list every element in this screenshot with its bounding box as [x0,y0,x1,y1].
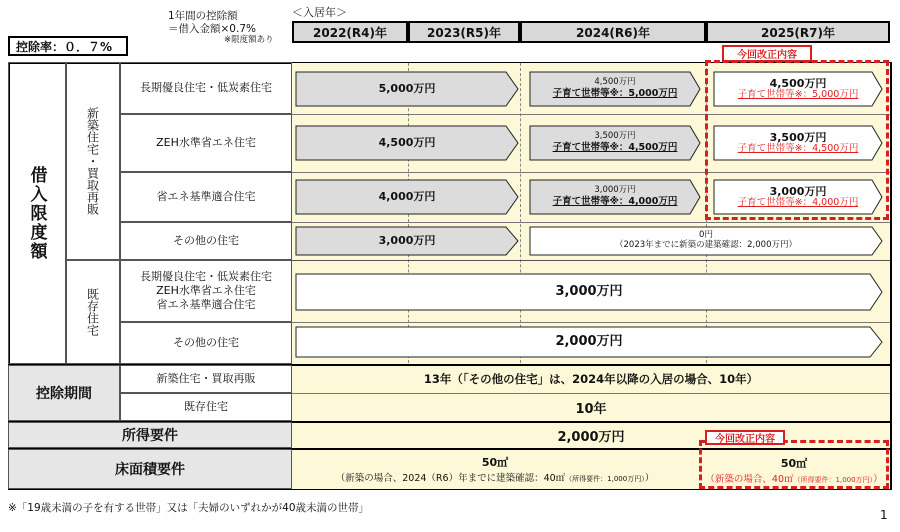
page-number: 1 [880,508,888,522]
row-divider [292,260,890,261]
period-existing-type: 既存住宅 [184,400,228,414]
limit-value: 3,000万円 [378,233,436,247]
period-existing-value: 10年 [575,401,607,417]
year-header-2022: 2022(R4)年 [292,21,408,43]
limit-value: 3,000万円 [555,283,623,299]
limit-sub: 子育て世帯等※：4,500万円 [737,143,859,155]
limit-sub: （2023年までに新築の建築確認：2,000万円） [615,240,797,250]
limit-sub: 子育て世帯等※：4,500万円 [552,141,678,153]
floor-note-small: （所得要件：1,000万円） [565,475,645,483]
income-label: 所得要件 [122,428,178,444]
limit-top: 3,000万円 [594,185,636,196]
income-value: 2,000万円 [557,429,625,445]
period-new-type: 新築住宅・買取再販 [156,372,256,386]
floor-value [292,449,698,489]
type-existing-other: その他の住宅 [173,336,239,350]
type-other-new: その他の住宅 [173,234,239,248]
year-header-2025: 2025(R7)年 [706,21,890,43]
new-house-label: 新築住宅・買取再販 [85,107,100,215]
limit-arrow-2022-2023 [296,72,518,106]
limit-arrow-2022-2023 [296,180,518,214]
deduction-rate-box [8,36,128,56]
type-existing-certified [120,260,292,322]
limit-sub: 子育て世帯等※：5,000万円 [552,87,678,99]
type-line: ZEH水準省エネ住宅 [156,284,256,298]
limit-top: 3,000万円 [769,184,827,198]
limit-sub: 子育て世帯等※：4,000万円 [737,197,859,209]
type-line: 長期優良住宅・低炭素住宅 [140,270,272,284]
limit-top: 4,500万円 [769,76,827,90]
limit-value: 2,000万円 [555,333,623,349]
limit-sub: 子育て世帯等※：5,000万円 [737,89,859,101]
limit-top: 3,500万円 [594,131,636,142]
limit-arrow-existing-certified [296,274,882,310]
limit-arrow-2024 [530,180,700,214]
type-long-term: 長期優良住宅・低炭素住宅 [140,81,272,95]
limit-value: 5,000万円 [378,81,436,95]
year-divider [520,63,521,363]
floor-note-r7: （新築の場合、40㎡ [705,474,794,485]
limit-value [530,180,700,214]
note-line-2: ＝借入金額×0.7% [168,22,256,35]
existing-house-label: 既存住宅 [85,288,100,336]
note-line-3: ※限度額あり [224,35,274,46]
limit-arrow-zero [530,227,882,255]
limit-section-label: 借入限度額 [26,165,47,261]
row-divider [292,322,890,323]
type-energy-standard: 省エネ基準適合住宅 [156,190,256,204]
limit-value: 4,500万円 [378,135,436,149]
period-new-value: 13年（「その他の住宅」は、2024年以降の入居の場合、10年） [423,372,759,386]
limit-value [530,227,882,255]
period-label: 控除期間 [36,386,92,402]
year-header-2024: 2024(R6)年 [520,21,706,43]
footnote: ※「19歳未満の子を有する世帯」又は「夫婦のいずれかが40歳未満の世帯」 [8,502,370,514]
revision-tag: 今回改正内容 [722,45,812,62]
revision-highlight-box-floor [699,440,889,489]
row-divider [292,222,890,223]
floor-area: 50㎡ [481,456,509,469]
limit-top: 0円 [699,230,713,241]
type-line: 省エネ基準適合住宅 [156,297,256,311]
limit-value [530,126,700,160]
limit-top: 4,500万円 [594,77,636,88]
limit-value [530,72,700,106]
limit-arrow-2022-2023 [296,126,518,160]
limit-arrow-existing-other [296,327,882,357]
year-header-2023: 2023(R5)年 [408,21,520,43]
floor-note-end-r7: ） [873,474,883,485]
limit-sub: 子育て世帯等※：4,000万円 [552,195,678,207]
deduction-rate: 控除率：０．７% [16,39,113,54]
limit-value: 4,000万円 [378,189,436,203]
floor-label: 床面積要件 [115,462,185,478]
floor-area-r7: 50㎡ [780,457,808,470]
type-zeh: ZEH水準省エネ住宅 [156,136,256,150]
limit-arrow-other-new [296,227,518,255]
floor-note-small-r7: （所得要件：1,000万円） [793,476,874,484]
revision-highlight-box [705,60,889,220]
floor-note-end: ） [644,473,655,484]
move-in-year-label: ＜入居年＞ [292,6,347,19]
limit-arrow-2024 [530,126,700,160]
limit-arrow-2024 [530,72,700,106]
limit-top: 3,500万円 [769,130,827,144]
annual-deduction-note [168,10,274,45]
note-line-1: 1年間の控除額 [168,10,238,22]
floor-note: （新築の場合、2024（R6）年までに建築確認：40㎡ [335,473,566,484]
revision-tag-floor: 今回改正内容 [705,430,785,445]
